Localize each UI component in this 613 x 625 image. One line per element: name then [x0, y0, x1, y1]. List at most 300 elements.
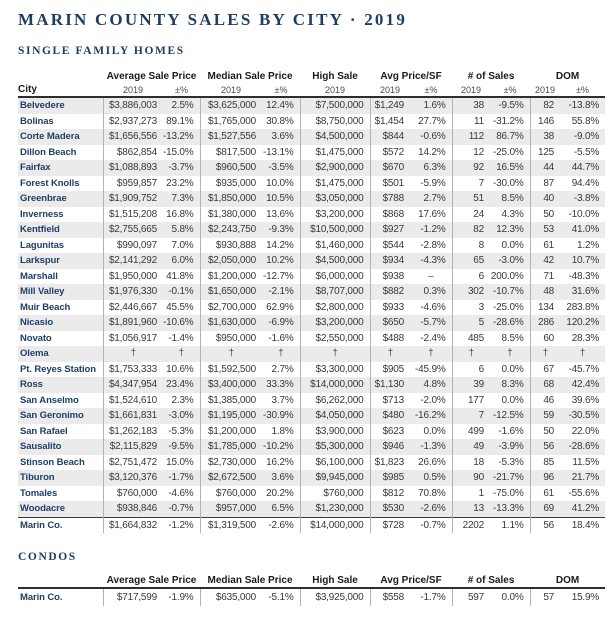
value-cell: $2,751,472 — [103, 455, 163, 471]
value-cell: $1,200,000 — [200, 269, 262, 285]
value-cell: 0.0% — [501, 239, 524, 251]
value-cell: $760,000 — [103, 486, 163, 502]
column-group-dom: DOM — [555, 71, 580, 82]
table-row — [18, 470, 605, 486]
value-cell: 70.8% — [418, 487, 446, 499]
value-cell: $882 — [370, 284, 410, 300]
value-cell: -3.0% — [498, 255, 524, 266]
value-cell: $2,115,829 — [103, 439, 163, 455]
table-row — [18, 393, 605, 409]
value-cell: $623 — [370, 424, 410, 440]
value-cell: 0.5% — [423, 472, 446, 483]
value-cell: 59 — [530, 408, 560, 424]
value-cell: 50 — [530, 424, 560, 440]
city-cell: Kentfield — [20, 224, 60, 235]
value-cell: $1,475,000 — [300, 145, 370, 161]
value-cell: -2.4% — [420, 332, 446, 344]
value-cell: -75.0% — [493, 487, 524, 499]
value-cell: -2.8% — [420, 239, 446, 251]
value-cell: -3.0% — [168, 410, 194, 421]
subheader-avg-pct: ±% — [175, 84, 188, 95]
subheader-med-pct: ±% — [274, 84, 288, 95]
value-cell: $1,527,556 — [200, 129, 262, 145]
value-cell: 57 — [530, 588, 560, 606]
value-cell: -10.7% — [493, 286, 524, 297]
value-cell: $6,262,000 — [300, 393, 370, 409]
city-cell: Larkspur — [20, 255, 60, 266]
value-cell: $670 — [370, 160, 410, 176]
value-cell: $5,300,000 — [300, 439, 370, 455]
value-cell: 14.2% — [418, 146, 446, 158]
table-row — [18, 315, 605, 331]
value-cell: -45.7% — [568, 363, 600, 375]
city-cell: Dillon Beach — [20, 146, 77, 158]
city-cell: Novato — [20, 332, 52, 344]
column-group-avg-price-sf: Avg Price/SF — [380, 71, 442, 82]
value-cell: $933 — [370, 300, 410, 316]
value-cell: -9.0% — [573, 131, 600, 142]
value-cell: -3.5% — [268, 162, 294, 173]
value-cell: $905 — [370, 362, 410, 378]
value-cell: -3.7% — [168, 162, 194, 173]
value-cell: $14,000,000 — [300, 377, 370, 393]
value-cell: 56 — [530, 439, 560, 455]
value-cell: † — [530, 346, 560, 362]
value-cell: $6,000,000 — [300, 269, 370, 285]
value-cell: -10.2% — [263, 441, 294, 452]
value-cell: -1.6% — [498, 425, 524, 437]
value-cell: $2,730,000 — [200, 455, 262, 471]
value-cell: $1,475,000 — [300, 176, 370, 192]
value-cell: -1.6% — [268, 332, 294, 344]
value-cell: 92 — [452, 160, 490, 176]
single-family-table — [18, 66, 605, 533]
value-cell: 82 — [530, 97, 560, 114]
value-cell: 6.5% — [271, 503, 294, 514]
value-cell: 12.3% — [496, 224, 524, 235]
table-row — [18, 160, 605, 176]
value-cell: $1,515,208 — [103, 207, 163, 223]
value-cell: $1,262,183 — [103, 424, 163, 440]
value-cell: -6.9% — [268, 317, 294, 328]
value-cell: 46 — [530, 393, 560, 409]
column-group-median-sale-price: Median Sale Price — [207, 575, 293, 586]
condos-table-header — [18, 570, 605, 588]
value-cell: 53 — [530, 222, 560, 238]
value-cell: 16.5% — [496, 162, 524, 173]
value-cell: 82 — [452, 222, 490, 238]
value-cell: $1,950,000 — [103, 269, 163, 285]
value-cell: -28.6% — [493, 317, 524, 328]
value-cell: 2.5% — [171, 100, 194, 111]
table-row — [18, 191, 605, 207]
value-cell: 6 — [452, 269, 490, 285]
value-cell: 69 — [530, 501, 560, 517]
value-cell: 62.9% — [266, 301, 294, 313]
value-cell: 4.3% — [501, 208, 524, 220]
value-cell: 60 — [530, 331, 560, 347]
value-cell: $713 — [370, 393, 410, 409]
value-cell: $3,120,376 — [103, 470, 163, 486]
value-cell: $14,000,000 — [300, 517, 370, 533]
column-group-median-sale-price: Median Sale Price — [207, 71, 293, 82]
value-cell: 22.0% — [571, 425, 600, 437]
value-cell: – — [428, 270, 434, 282]
value-cell: 51 — [452, 191, 490, 207]
value-cell: $558 — [370, 588, 410, 606]
value-cell: 16.8% — [166, 208, 194, 220]
value-cell: 41.0% — [571, 224, 600, 235]
value-cell: 7 — [452, 408, 490, 424]
column-group-dom: DOM — [555, 575, 580, 586]
city-cell: Lagunitas — [20, 239, 64, 251]
value-cell: 41.8% — [166, 270, 194, 282]
value-cell: 49 — [452, 439, 490, 455]
value-cell: -25.0% — [493, 146, 524, 158]
subheader-sales-2019: 2019 — [461, 84, 482, 95]
value-cell: 11.5% — [572, 456, 600, 468]
value-cell: 48 — [530, 284, 560, 300]
value-cell: $1,650,000 — [200, 284, 262, 300]
value-cell: 2202 — [452, 517, 490, 533]
value-cell: 0.0% — [501, 394, 524, 406]
value-cell: $938 — [370, 269, 410, 285]
table-row — [18, 145, 605, 161]
value-cell: 3.7% — [271, 394, 294, 406]
table-row — [18, 284, 605, 300]
city-cell: Tiburon — [20, 472, 55, 483]
value-cell: $3,886,003 — [103, 97, 163, 114]
value-cell: 65 — [452, 253, 490, 269]
value-cell: -4.3% — [420, 255, 446, 266]
value-cell: $950,000 — [200, 331, 262, 347]
value-cell: -13.2% — [163, 131, 194, 142]
value-cell: 7.3% — [171, 193, 194, 204]
value-cell: $1,891,960 — [103, 315, 163, 331]
value-cell: 21.7% — [571, 472, 600, 483]
table-row — [18, 455, 605, 471]
city-cell: Woodacre — [20, 503, 65, 514]
value-cell: 56 — [530, 517, 560, 533]
value-cell: 6.3% — [423, 162, 446, 173]
value-cell: $3,925,000 — [300, 588, 370, 606]
value-cell: $1,664,832 — [103, 517, 163, 533]
value-cell: $1,630,000 — [200, 315, 262, 331]
value-cell: -2.0% — [420, 394, 446, 406]
value-cell: $728 — [370, 517, 410, 533]
value-cell: 87 — [530, 176, 560, 192]
column-group-num-sales: # of Sales — [467, 71, 515, 82]
city-cell: Marin Co. — [20, 592, 63, 603]
value-cell: $959,857 — [103, 176, 163, 192]
value-cell: -1.3% — [420, 441, 446, 452]
city-cell: San Geronimo — [20, 410, 84, 421]
city-cell: San Anselmo — [20, 394, 79, 406]
value-cell: 0.0% — [501, 592, 524, 603]
table-row — [18, 238, 605, 254]
value-cell: $2,672,500 — [200, 470, 262, 486]
value-cell: $1,823 — [370, 455, 410, 471]
value-cell: 302 — [452, 284, 490, 300]
value-cell: -5.7% — [420, 317, 446, 328]
value-cell: † — [278, 348, 284, 359]
value-cell: 286 — [530, 315, 560, 331]
page-title: MARIN COUNTY SALES BY CITY · 2019 — [18, 10, 408, 29]
table-row — [18, 207, 605, 223]
value-cell: 30.8% — [266, 115, 294, 127]
value-cell: † — [452, 346, 490, 362]
value-cell: 1.8% — [271, 425, 294, 437]
value-cell: $1,753,333 — [103, 362, 163, 378]
city-cell: Sausalito — [20, 441, 62, 452]
value-cell: 61 — [530, 238, 560, 254]
condos-table — [18, 570, 605, 606]
value-cell: -2.6% — [420, 503, 446, 514]
value-cell: -1.7% — [420, 592, 446, 603]
column-header-city: City — [18, 84, 37, 95]
value-cell: $2,700,000 — [200, 300, 262, 316]
column-group-average-sale-price: Average Sale Price — [106, 575, 197, 586]
value-cell: $3,200,000 — [300, 207, 370, 223]
value-cell: † — [200, 346, 262, 362]
value-cell: 90 — [452, 470, 490, 486]
value-cell: 42.4% — [571, 379, 600, 390]
condos-table-body — [18, 588, 605, 606]
value-cell: -4.6% — [168, 487, 194, 499]
value-cell: $1,661,831 — [103, 408, 163, 424]
value-cell: 7 — [452, 176, 490, 192]
table-row — [18, 486, 605, 502]
value-cell: -12.7% — [263, 270, 294, 282]
value-cell: 39 — [452, 377, 490, 393]
table-row — [18, 222, 605, 238]
value-cell: $10,500,000 — [300, 222, 370, 238]
value-cell: $2,141,292 — [103, 253, 163, 269]
city-cell: Bolinas — [20, 115, 54, 127]
value-cell: -10.0% — [568, 208, 600, 220]
value-cell: 71 — [530, 269, 560, 285]
table-row — [18, 114, 605, 130]
value-cell: -13.3% — [493, 503, 524, 514]
value-cell: $717,599 — [103, 588, 163, 606]
value-cell: 68 — [530, 377, 560, 393]
total-row — [18, 517, 605, 533]
table-row — [18, 588, 605, 606]
value-cell: $1,319,500 — [200, 517, 262, 533]
city-cell: Fairfax — [20, 162, 51, 173]
value-cell: 2.7% — [423, 193, 446, 204]
value-cell: -5.1% — [268, 592, 294, 603]
value-cell: 10.6% — [166, 363, 194, 375]
value-cell: 61 — [530, 486, 560, 502]
value-cell: 3.6% — [271, 472, 294, 483]
value-cell: $1,249 — [370, 97, 410, 114]
value-cell: -3.9% — [498, 441, 524, 452]
value-cell: 26.6% — [418, 456, 446, 468]
city-cell: Marin Co. — [18, 517, 103, 533]
value-cell: $3,300,000 — [300, 362, 370, 378]
value-cell: 134 — [530, 300, 560, 316]
city-cell: Inverness — [20, 208, 64, 220]
value-cell: $572 — [370, 145, 410, 161]
value-cell: $4,347,954 — [103, 377, 163, 393]
value-cell: -28.6% — [568, 441, 600, 452]
value-cell: -5.9% — [420, 177, 446, 189]
value-cell: $488 — [370, 331, 410, 347]
value-cell: $1,385,000 — [200, 393, 262, 409]
value-cell: 12 — [452, 145, 490, 161]
value-cell: 10.2% — [266, 255, 294, 266]
value-cell: 40 — [530, 191, 560, 207]
value-cell: 4.8% — [423, 379, 446, 390]
value-cell: 120.2% — [566, 317, 600, 328]
value-cell: $1,460,000 — [300, 238, 370, 254]
value-cell: 14.2% — [266, 239, 294, 251]
value-cell: 67 — [530, 362, 560, 378]
value-cell: -25.0% — [493, 301, 524, 313]
value-cell: $9,945,000 — [300, 470, 370, 486]
value-cell: 28.3% — [571, 332, 600, 344]
value-cell: -1.9% — [168, 592, 194, 603]
value-cell: 6.0% — [171, 255, 194, 266]
value-cell: $1,765,000 — [200, 114, 262, 130]
value-cell: $501 — [370, 176, 410, 192]
value-cell: 24 — [452, 207, 490, 223]
value-cell: 1.2% — [577, 239, 600, 251]
value-cell: † — [300, 346, 370, 362]
city-cell: Forest Knolls — [20, 177, 80, 189]
value-cell: $1,200,000 — [200, 424, 262, 440]
value-cell: 96 — [530, 470, 560, 486]
value-cell: $2,900,000 — [300, 160, 370, 176]
value-cell: 89.1% — [166, 115, 194, 127]
value-cell: $1,524,610 — [103, 393, 163, 409]
value-cell: $817,500 — [200, 145, 262, 161]
city-cell: Pt. Reyes Station — [20, 363, 96, 375]
value-cell: 597 — [452, 588, 490, 606]
value-cell: $946 — [370, 439, 410, 455]
value-cell: $930,888 — [200, 238, 262, 254]
column-group-num-sales: # of Sales — [467, 575, 515, 586]
value-cell: 42 — [530, 253, 560, 269]
value-cell: $960,500 — [200, 160, 262, 176]
subheader-sf-pct: ±% — [424, 84, 438, 95]
value-cell: -31.2% — [493, 115, 524, 127]
value-cell: -30.0% — [493, 177, 524, 189]
value-cell: -0.7% — [410, 517, 452, 533]
value-cell: 38 — [452, 97, 490, 114]
value-cell: -5.3% — [168, 425, 194, 437]
value-cell: 8 — [452, 238, 490, 254]
value-cell: 12.4% — [266, 100, 294, 111]
value-cell: 11 — [452, 114, 490, 130]
value-cell: 10.7% — [571, 255, 600, 266]
value-cell: $812 — [370, 486, 410, 502]
value-cell: 7.0% — [171, 239, 194, 251]
value-cell: -5.3% — [498, 456, 524, 468]
value-cell: 3.6% — [271, 131, 294, 142]
value-cell: 1 — [452, 486, 490, 502]
value-cell: -2.1% — [268, 286, 294, 297]
value-cell: $3,400,000 — [200, 377, 262, 393]
value-cell: $4,500,000 — [300, 253, 370, 269]
value-cell: 44 — [530, 160, 560, 176]
value-cell: $3,625,000 — [200, 97, 262, 114]
value-cell: 16.2% — [266, 456, 294, 468]
value-cell: $990,097 — [103, 238, 163, 254]
table-row — [18, 129, 605, 145]
value-cell: $2,755,665 — [103, 222, 163, 238]
city-cell: Belvedere — [20, 100, 65, 111]
value-cell: 20.2% — [266, 487, 294, 499]
value-cell: 2.7% — [271, 363, 294, 375]
value-cell: -13.8% — [568, 100, 600, 111]
value-cell: † — [370, 346, 410, 362]
value-cell: $1,656,556 — [103, 129, 163, 145]
value-cell: 1.6% — [423, 100, 446, 111]
column-group-row — [18, 570, 605, 588]
value-cell: 8.5% — [501, 332, 524, 344]
subheader-avg-2019: 2019 — [122, 84, 144, 95]
value-cell: -13.1% — [263, 146, 294, 158]
value-cell: $3,200,000 — [300, 315, 370, 331]
value-cell: 33.3% — [266, 379, 294, 390]
table-row — [18, 300, 605, 316]
value-cell: 177 — [452, 393, 490, 409]
value-cell: $938,846 — [103, 501, 163, 517]
value-cell: -5.5% — [573, 146, 600, 158]
value-cell: -1.7% — [168, 472, 194, 483]
value-cell: 10.0% — [266, 177, 294, 189]
value-cell: -1.4% — [168, 332, 194, 344]
value-cell: 0.3% — [423, 286, 446, 297]
value-cell: -12.5% — [493, 410, 524, 421]
table-row — [18, 253, 605, 269]
value-cell: † — [103, 346, 163, 362]
value-cell: $1,230,000 — [300, 501, 370, 517]
table-row — [18, 176, 605, 192]
single-family-table-header — [18, 66, 605, 97]
value-cell: -0.6% — [420, 131, 446, 142]
value-cell: 8.5% — [501, 193, 524, 204]
value-cell: 15.0% — [166, 456, 194, 468]
value-cell: 283.8% — [566, 301, 600, 313]
value-cell: 86.7% — [496, 131, 524, 142]
value-cell: † — [579, 348, 586, 359]
value-cell: $8,707,000 — [300, 284, 370, 300]
value-cell: $4,050,000 — [300, 408, 370, 424]
value-cell: -21.7% — [493, 472, 524, 483]
table-row — [18, 439, 605, 455]
value-cell: $530 — [370, 501, 410, 517]
value-cell: 23.2% — [166, 177, 194, 189]
value-cell: 15.9% — [571, 592, 600, 603]
column-group-average-sale-price: Average Sale Price — [106, 71, 197, 82]
value-cell: $927 — [370, 222, 410, 238]
value-cell: 13 — [452, 501, 490, 517]
value-cell: 146 — [530, 114, 560, 130]
value-cell: 5 — [452, 315, 490, 331]
value-cell: -9.5% — [168, 441, 194, 452]
value-cell: 45.5% — [166, 301, 194, 313]
value-cell: 0.0% — [501, 363, 524, 375]
value-cell: 3 — [452, 300, 490, 316]
value-cell: $544 — [370, 238, 410, 254]
table-row — [18, 97, 605, 114]
value-cell: 200.0% — [490, 270, 524, 282]
value-cell: $1,454 — [370, 114, 410, 130]
value-cell: $1,785,000 — [200, 439, 262, 455]
